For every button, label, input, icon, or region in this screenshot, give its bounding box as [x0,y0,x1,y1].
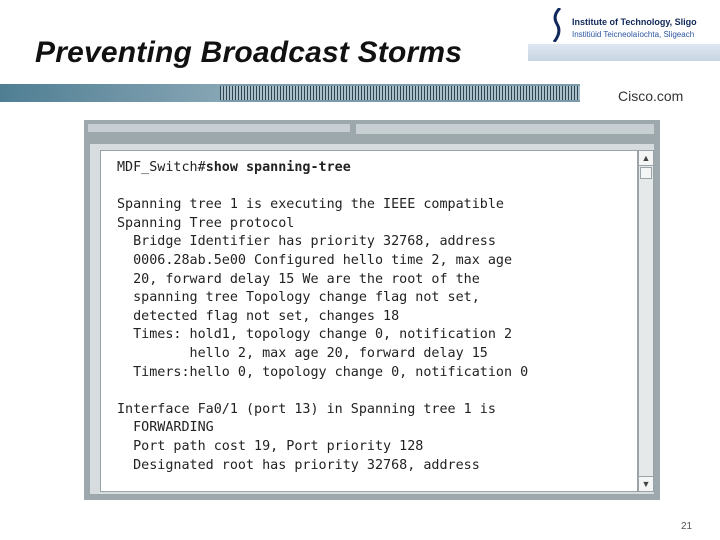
header-stripe [0,84,720,102]
terminal-prompt: MDF_Switch# [117,160,206,175]
output-line: Port path cost 19, Port priority 128 [117,438,424,454]
output-line: FORWARDING [117,420,214,436]
logo-text-english: Institute of Technology, Sligo [572,17,697,27]
arrow-down-icon: ▼ [641,479,651,489]
terminal-command: show spanning-tree [205,160,351,175]
scroll-down-button[interactable] [639,476,653,491]
output-line [117,382,637,401]
logo-band [528,44,720,61]
terminal-scrollbar[interactable] [638,150,654,492]
cisco-brand: Cisco.com [618,88,684,104]
command-line [117,159,637,178]
scroll-up-button[interactable] [639,151,653,166]
output-line: spanning tree Topology change flag not set, [117,290,480,306]
output-line: Designated root has priority 32768, address [117,457,480,473]
output-line: 20, forward delay 15 We are the root of the [117,271,480,287]
scrollbar-thumb[interactable] [640,167,652,179]
output-line: hello 2, max age 20, forward delay 15 [117,345,488,361]
institute-logo [542,6,702,46]
output-line [117,178,637,197]
terminal-panel [90,144,654,494]
output-line: Times: hold1, topology change 0, notification 2 [117,327,513,343]
terminal-screen[interactable] [100,150,638,492]
window-tab-left [88,124,350,132]
slide-title: Preventing Broadcast Storms [35,36,463,69]
page-number: 21 [681,521,693,532]
output-line: Timers:hello 0, topology change 0, notification 0 [117,364,529,380]
terminal-output [101,151,637,475]
output-line: Interface Fa0/1 (port 13) in Spanning tree 1 is [117,401,496,417]
stripe-barcode [220,86,580,100]
terminal-window [84,120,660,500]
output-line: Bridge Identifier has priority 32768, address [117,234,496,250]
logo-text-irish: Institiúid Teicneolaíochta, Sligeach [572,30,695,39]
output-line: 0006.28ab.5e00 Configured hello time 2, max age [117,252,513,268]
output-line: Spanning tree 1 is executing the IEEE compatible [117,197,504,213]
output-line: detected flag not set, changes 18 [117,308,400,324]
institute-logo-icon [548,8,566,42]
window-tab-right [356,124,654,134]
stripe-gradient [0,84,220,102]
arrow-up-icon: ▲ [641,153,651,163]
output-line: Spanning Tree protocol [117,215,295,231]
